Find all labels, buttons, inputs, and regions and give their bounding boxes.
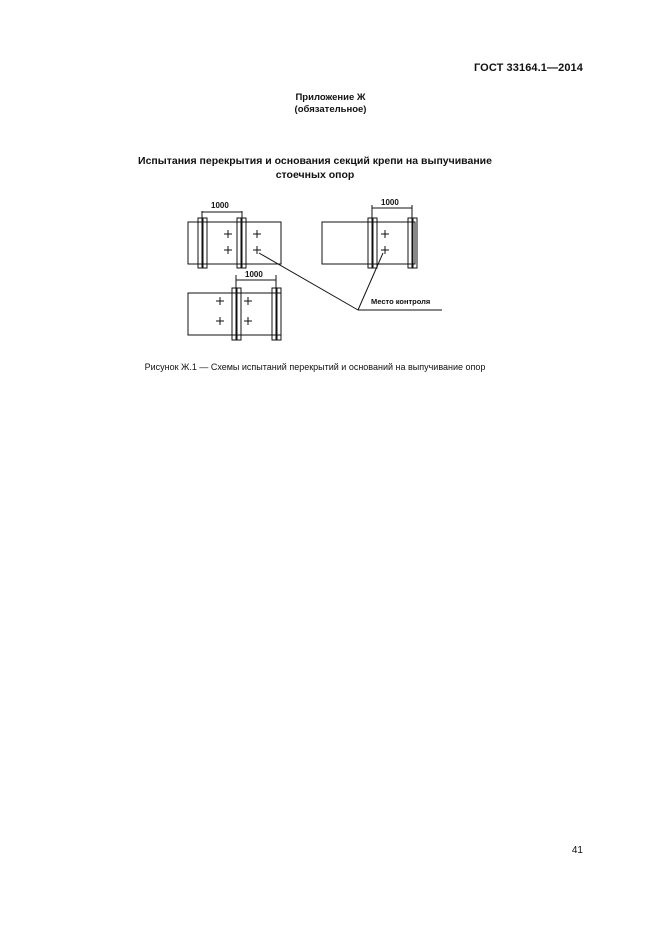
annex-heading [0, 92, 661, 116]
test-scheme-figure [180, 190, 450, 350]
scheme-bottom [188, 275, 281, 340]
section-title-line-1: Испытания перекрытия и основания секций крепи на выпучивание [138, 155, 492, 167]
dimension-label-2: 1000 [381, 198, 399, 207]
annex-status: (обязательное) [294, 104, 367, 115]
page-number: 41 [571, 845, 583, 856]
dimension-label-1: 1000 [211, 201, 229, 210]
annex-title: Приложение Ж [295, 92, 366, 103]
scheme-top-left [188, 211, 358, 310]
test-scheme-drawing [180, 190, 450, 350]
control-point-label: Место контроля [371, 297, 431, 306]
figure-caption: Рисунок Ж.1 — Схемы испытаний перекрытий и оснований на выпучивание опор [144, 362, 486, 372]
dimension-label-3: 1000 [245, 270, 263, 279]
section-title-line-2: стоечных опор [275, 169, 355, 181]
section-title [0, 154, 630, 182]
scheme-top-right [322, 205, 417, 310]
standard-designation: ГОСТ 33164.1—2014 [473, 62, 583, 74]
